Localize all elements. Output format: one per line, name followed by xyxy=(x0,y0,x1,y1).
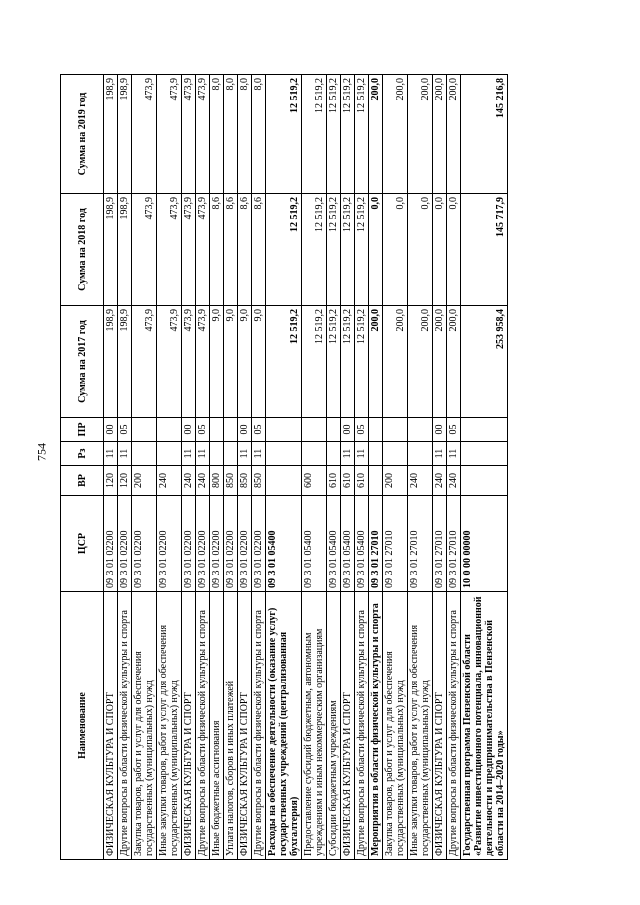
cell-sum-2019: 8,0 xyxy=(238,75,252,194)
cell-pr xyxy=(302,418,327,442)
table-row xyxy=(224,75,238,860)
cell-vr: 120 xyxy=(118,466,132,496)
cell-pr xyxy=(383,418,408,442)
cell-vr: 850 xyxy=(238,466,252,496)
cell-name: Иные закупки товаров, работ и услуг для обеспечения государственных (муниципальных) нужд xyxy=(408,592,433,860)
cell-sum-2018: 473,9 xyxy=(132,194,157,306)
table-row xyxy=(383,75,408,860)
cell-pr xyxy=(369,418,383,442)
cell-sum-2018: 198,9 xyxy=(118,194,132,306)
page-number: 754 xyxy=(34,443,49,461)
cell-sum-2018: 8,6 xyxy=(238,194,252,306)
cell-name: ФИЗИЧЕСКАЯ КУЛЬТУРА И СПОРТ xyxy=(238,592,252,860)
cell-pr xyxy=(210,418,224,442)
cell-name: Государственная программа Пензенской области «Развитие инвестиционного потенциала, инновационной деятельности и предпринимательства в Пензенской области на 2014–2020 годы» xyxy=(461,592,508,860)
cell-sum-2018: 145 717,9 xyxy=(461,194,508,306)
table-row xyxy=(355,75,369,860)
cell-sum-2018: 8,6 xyxy=(252,194,266,306)
column-header-rz: Рз xyxy=(61,442,104,466)
cell-vr: 610 xyxy=(327,466,341,496)
cell-sum-2019: 12 519,2 xyxy=(266,75,302,194)
cell-vr: 240 xyxy=(182,466,196,496)
cell-sum-2017: 473,9 xyxy=(182,306,196,418)
cell-name: Другие вопросы в области физической культуры и спорта xyxy=(355,592,369,860)
cell-sum-2018: 0,0 xyxy=(433,194,447,306)
cell-sum-2017: 253 958,4 xyxy=(461,306,508,418)
cell-name: ФИЗИЧЕСКАЯ КУЛЬТУРА И СПОРТ xyxy=(104,592,118,860)
column-header-pr: ПР xyxy=(61,418,104,442)
table-header-row xyxy=(61,75,104,860)
cell-vr: 200 xyxy=(383,466,408,496)
cell-pr: 05 xyxy=(355,418,369,442)
cell-vr xyxy=(461,466,508,496)
cell-sum-2018: 12 519,2 xyxy=(327,194,341,306)
table-row xyxy=(369,75,383,860)
table-row xyxy=(341,75,355,860)
cell-vr: 240 xyxy=(447,466,461,496)
cell-vr: 240 xyxy=(196,466,210,496)
cell-pr: 05 xyxy=(252,418,266,442)
cell-rz xyxy=(224,442,238,466)
cell-name: ФИЗИЧЕСКАЯ КУЛЬТУРА И СПОРТ xyxy=(433,592,447,860)
cell-rz xyxy=(132,442,157,466)
cell-rz: 11 xyxy=(182,442,196,466)
cell-vr: 200 xyxy=(132,466,157,496)
table-row xyxy=(302,75,327,860)
cell-sum-2019: 200,0 xyxy=(447,75,461,194)
cell-sum-2018: 12 519,2 xyxy=(302,194,327,306)
cell-sum-2019: 200,0 xyxy=(369,75,383,194)
cell-name: Предоставление субсидий бюджетным, автономным учреждениям и иным некоммерческим организациям xyxy=(302,592,327,860)
cell-csr: 09 3 01 02200 xyxy=(104,496,118,592)
cell-sum-2018: 473,9 xyxy=(157,194,182,306)
cell-pr xyxy=(327,418,341,442)
cell-rz xyxy=(327,442,341,466)
cell-name: Другие вопросы в области физической культуры и спорта xyxy=(118,592,132,860)
cell-pr: 00 xyxy=(182,418,196,442)
cell-name: Другие вопросы в области физической культуры и спорта xyxy=(196,592,210,860)
table-row xyxy=(157,75,182,860)
cell-vr: 240 xyxy=(157,466,182,496)
cell-name: Расходы на обеспечение деятельности (оказание услуг) государственных учреждений (централизованная бухгалтерия) xyxy=(266,592,302,860)
cell-pr: 00 xyxy=(104,418,118,442)
cell-sum-2017: 12 519,2 xyxy=(327,306,341,418)
cell-sum-2018: 0,0 xyxy=(383,194,408,306)
cell-sum-2017: 200,0 xyxy=(383,306,408,418)
cell-sum-2017: 473,9 xyxy=(196,306,210,418)
cell-sum-2019: 473,9 xyxy=(182,75,196,194)
cell-sum-2018: 0,0 xyxy=(447,194,461,306)
cell-sum-2017: 200,0 xyxy=(408,306,433,418)
cell-name: Закупка товаров, работ и услуг для обеспечения государственных (муниципальных) нужд xyxy=(132,592,157,860)
cell-sum-2019: 8,0 xyxy=(210,75,224,194)
table-row xyxy=(327,75,341,860)
cell-sum-2019: 12 519,2 xyxy=(327,75,341,194)
cell-pr xyxy=(132,418,157,442)
cell-sum-2019: 200,0 xyxy=(383,75,408,194)
cell-csr: 09 3 01 27010 xyxy=(383,496,408,592)
cell-csr: 09 3 01 05400 xyxy=(327,496,341,592)
cell-vr: 850 xyxy=(252,466,266,496)
column-header-name: Наименование xyxy=(61,592,104,860)
cell-sum-2017: 473,9 xyxy=(132,306,157,418)
cell-vr: 610 xyxy=(341,466,355,496)
cell-sum-2018: 198,9 xyxy=(104,194,118,306)
cell-csr: 09 3 01 02200 xyxy=(132,496,157,592)
cell-sum-2017: 12 519,2 xyxy=(341,306,355,418)
cell-name: Иные закупки товаров, работ и услуг для обеспечения государственных (муниципальных) нужд xyxy=(157,592,182,860)
cell-rz: 11 xyxy=(355,442,369,466)
cell-csr: 09 3 01 02200 xyxy=(224,496,238,592)
cell-rz: 11 xyxy=(252,442,266,466)
cell-pr xyxy=(408,418,433,442)
cell-vr: 120 xyxy=(104,466,118,496)
cell-sum-2017: 200,0 xyxy=(369,306,383,418)
cell-rz: 11 xyxy=(433,442,447,466)
cell-csr: 09 3 01 05400 xyxy=(355,496,369,592)
cell-csr: 09 3 01 05400 xyxy=(341,496,355,592)
cell-sum-2019: 145 216,8 xyxy=(461,75,508,194)
cell-pr: 05 xyxy=(196,418,210,442)
cell-rz: 11 xyxy=(104,442,118,466)
cell-rz xyxy=(369,442,383,466)
table-row xyxy=(238,75,252,860)
cell-sum-2018: 8,6 xyxy=(224,194,238,306)
cell-csr: 09 3 01 02200 xyxy=(252,496,266,592)
cell-csr: 09 3 01 02200 xyxy=(118,496,132,592)
cell-sum-2019: 198,9 xyxy=(118,75,132,194)
cell-sum-2018: 8,6 xyxy=(210,194,224,306)
cell-sum-2017: 12 519,2 xyxy=(302,306,327,418)
table-row xyxy=(266,75,302,860)
cell-vr: 240 xyxy=(408,466,433,496)
cell-sum-2019: 8,0 xyxy=(224,75,238,194)
cell-rz xyxy=(266,442,302,466)
table-row xyxy=(408,75,433,860)
cell-pr xyxy=(157,418,182,442)
cell-sum-2019: 473,9 xyxy=(157,75,182,194)
cell-vr xyxy=(369,466,383,496)
cell-pr xyxy=(266,418,302,442)
cell-csr: 09 3 01 27010 xyxy=(433,496,447,592)
cell-sum-2017: 9,0 xyxy=(238,306,252,418)
budget-table-container xyxy=(60,75,590,860)
cell-rz: 11 xyxy=(341,442,355,466)
cell-sum-2018: 0,0 xyxy=(408,194,433,306)
cell-sum-2017: 198,9 xyxy=(104,306,118,418)
cell-csr: 09 3 01 05400 xyxy=(266,496,302,592)
cell-sum-2019: 12 519,2 xyxy=(302,75,327,194)
column-header-sum-2019: Сумма на 2019 год xyxy=(61,75,104,194)
cell-sum-2019: 473,9 xyxy=(132,75,157,194)
cell-pr: 05 xyxy=(118,418,132,442)
cell-pr: 00 xyxy=(238,418,252,442)
table-row xyxy=(196,75,210,860)
cell-sum-2017: 198,9 xyxy=(118,306,132,418)
cell-pr: 05 xyxy=(447,418,461,442)
cell-sum-2019: 198,9 xyxy=(104,75,118,194)
cell-vr: 600 xyxy=(302,466,327,496)
cell-sum-2017: 473,9 xyxy=(157,306,182,418)
cell-csr: 09 3 01 27010 xyxy=(369,496,383,592)
table-row xyxy=(118,75,132,860)
table-row xyxy=(433,75,447,860)
column-header-sum-2017: Сумма на 2017 год xyxy=(61,306,104,418)
cell-sum-2018: 12 519,2 xyxy=(266,194,302,306)
cell-csr: 09 3 01 02200 xyxy=(157,496,182,592)
cell-csr: 09 3 01 02200 xyxy=(210,496,224,592)
cell-name: Иные бюджетные ассигнования xyxy=(210,592,224,860)
table-row xyxy=(104,75,118,860)
cell-sum-2018: 12 519,2 xyxy=(355,194,369,306)
cell-csr: 09 3 01 27010 xyxy=(408,496,433,592)
column-header-vr: ВР xyxy=(61,466,104,496)
cell-rz: 11 xyxy=(447,442,461,466)
budget-table xyxy=(60,74,508,860)
cell-sum-2019: 12 519,2 xyxy=(355,75,369,194)
table-row xyxy=(182,75,196,860)
cell-vr xyxy=(266,466,302,496)
column-header-csr: ЦСР xyxy=(61,496,104,592)
cell-name: ФИЗИЧЕСКАЯ КУЛЬТУРА И СПОРТ xyxy=(182,592,196,860)
cell-sum-2017: 9,0 xyxy=(252,306,266,418)
cell-sum-2017: 200,0 xyxy=(447,306,461,418)
cell-rz xyxy=(157,442,182,466)
cell-pr: 00 xyxy=(433,418,447,442)
cell-csr: 09 3 01 02200 xyxy=(196,496,210,592)
column-header-sum-2018: Сумма на 2018 год xyxy=(61,194,104,306)
table-row xyxy=(210,75,224,860)
cell-name: Уплата налогов, сборов и иных платежей xyxy=(224,592,238,860)
cell-sum-2017: 200,0 xyxy=(433,306,447,418)
cell-csr: 10 0 00 00000 xyxy=(461,496,508,592)
cell-vr: 610 xyxy=(355,466,369,496)
cell-rz xyxy=(302,442,327,466)
cell-name: Закупка товаров, работ и услуг для обеспечения государственных (муниципальных) нужд xyxy=(383,592,408,860)
cell-sum-2018: 0,0 xyxy=(369,194,383,306)
cell-sum-2017: 9,0 xyxy=(224,306,238,418)
cell-rz: 11 xyxy=(196,442,210,466)
cell-sum-2019: 8,0 xyxy=(252,75,266,194)
table-row xyxy=(447,75,461,860)
cell-rz: 11 xyxy=(118,442,132,466)
cell-sum-2017: 9,0 xyxy=(210,306,224,418)
cell-rz xyxy=(461,442,508,466)
cell-csr: 09 3 01 02200 xyxy=(182,496,196,592)
cell-rz xyxy=(383,442,408,466)
cell-pr xyxy=(461,418,508,442)
cell-sum-2019: 473,9 xyxy=(196,75,210,194)
cell-sum-2018: 473,9 xyxy=(182,194,196,306)
cell-sum-2017: 12 519,2 xyxy=(355,306,369,418)
cell-name: Другие вопросы в области физической культуры и спорта xyxy=(447,592,461,860)
cell-csr: 09 3 01 05400 xyxy=(302,496,327,592)
cell-vr: 800 xyxy=(210,466,224,496)
cell-rz xyxy=(408,442,433,466)
cell-name: Субсидии бюджетным учреждениям xyxy=(327,592,341,860)
cell-pr xyxy=(224,418,238,442)
cell-name: Мероприятия в области физической культуры и спорта xyxy=(369,592,383,860)
cell-pr: 00 xyxy=(341,418,355,442)
cell-sum-2019: 200,0 xyxy=(408,75,433,194)
table-row xyxy=(252,75,266,860)
cell-sum-2019: 12 519,2 xyxy=(341,75,355,194)
cell-csr: 09 3 01 02200 xyxy=(238,496,252,592)
cell-vr: 240 xyxy=(433,466,447,496)
cell-sum-2018: 12 519,2 xyxy=(341,194,355,306)
cell-rz xyxy=(210,442,224,466)
cell-sum-2018: 473,9 xyxy=(196,194,210,306)
table-row xyxy=(461,75,508,860)
cell-sum-2019: 200,0 xyxy=(433,75,447,194)
cell-vr: 850 xyxy=(224,466,238,496)
cell-sum-2017: 12 519,2 xyxy=(266,306,302,418)
cell-rz: 11 xyxy=(238,442,252,466)
table-row xyxy=(132,75,157,860)
cell-name: ФИЗИЧЕСКАЯ КУЛЬТУРА И СПОРТ xyxy=(341,592,355,860)
cell-csr: 09 3 01 27010 xyxy=(447,496,461,592)
cell-name: Другие вопросы в области физической культуры и спорта xyxy=(252,592,266,860)
